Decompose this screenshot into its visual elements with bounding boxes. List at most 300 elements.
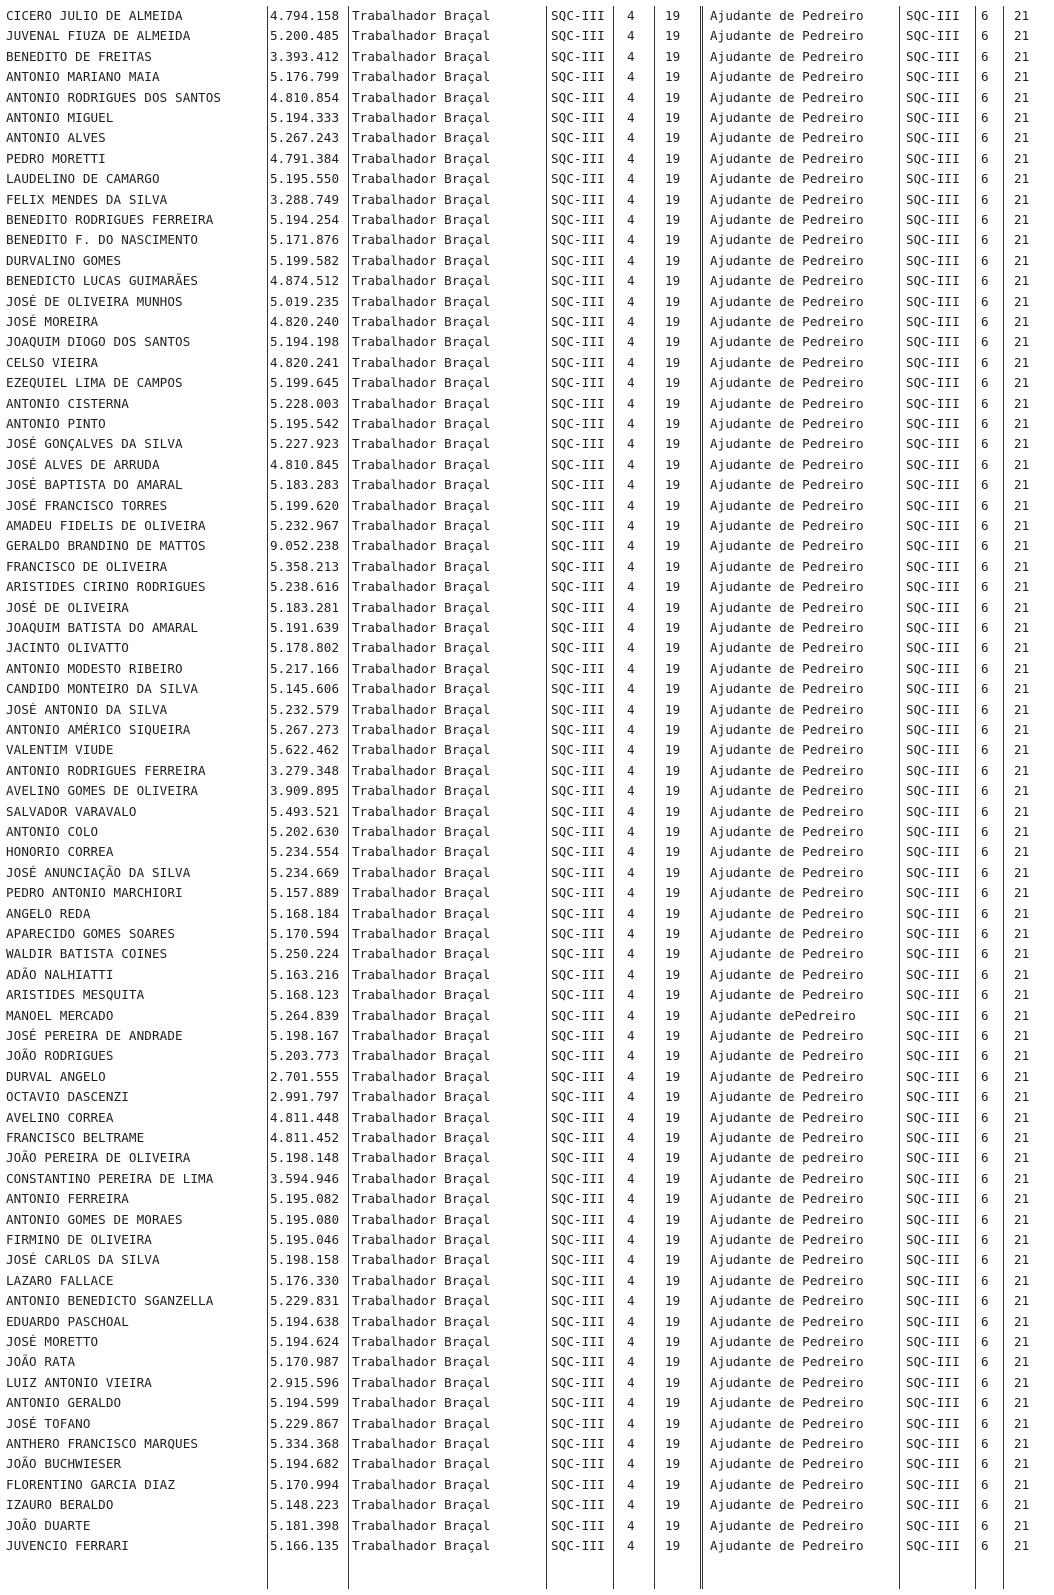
current-grade: 19 xyxy=(665,1048,681,1064)
table-row xyxy=(0,169,1054,189)
current-level: SQC-III xyxy=(551,436,605,452)
employee-name: ANTONIO GERALDO xyxy=(6,1395,122,1411)
new-level: SQC-III xyxy=(906,1130,960,1145)
registration-number: 5.199.645 xyxy=(270,375,340,391)
current-level: SQC-III xyxy=(551,803,605,819)
table-row xyxy=(0,1230,1054,1250)
current-level: SQC-III xyxy=(551,538,605,554)
current-reference: 4 xyxy=(627,742,635,758)
current-reference: 4 xyxy=(627,783,635,799)
new-role: Ajudante de Pedreiro xyxy=(710,1374,864,1390)
current-grade: 19 xyxy=(665,762,681,778)
current-reference: 4 xyxy=(627,1191,635,1207)
table-row xyxy=(0,475,1054,495)
new-grade: 21 xyxy=(1014,722,1030,737)
new-reference: 6 xyxy=(981,1007,989,1023)
new-role: Ajudante de Pedreiro xyxy=(710,1048,864,1064)
table-row xyxy=(0,128,1054,148)
employee-name: BENEDITO RODRIGUES FERREIRA xyxy=(6,212,214,227)
current-level: SQC-III xyxy=(551,477,605,493)
new-grade: 21 xyxy=(1014,1374,1030,1390)
employee-name: LUIZ ANTONIO VIEIRA xyxy=(6,1374,152,1390)
new-role: Ajudante dePedreiro xyxy=(710,1007,856,1023)
new-level: SQC-III xyxy=(906,232,960,248)
current-grade: 19 xyxy=(665,926,681,941)
new-role: Ajudante de Pedreiro xyxy=(710,334,864,350)
new-level: SQC-III xyxy=(906,1313,960,1329)
registration-number: 5.358.213 xyxy=(270,558,340,574)
current-level: SQC-III xyxy=(551,497,605,513)
new-reference: 6 xyxy=(981,1191,989,1207)
new-reference: 6 xyxy=(981,1497,989,1513)
new-level: SQC-III xyxy=(906,1395,960,1411)
current-level: SQC-III xyxy=(551,681,605,697)
current-grade: 19 xyxy=(665,1211,681,1227)
new-level: SQC-III xyxy=(906,762,960,778)
current-role: Trabalhador Braçal xyxy=(352,130,491,146)
new-level: SQC-III xyxy=(906,110,960,125)
new-level: SQC-III xyxy=(906,8,960,23)
new-grade: 21 xyxy=(1014,110,1030,125)
current-level: SQC-III xyxy=(551,89,605,105)
current-role: Trabalhador Braçal xyxy=(352,1130,491,1145)
current-reference: 4 xyxy=(627,905,635,921)
new-reference: 6 xyxy=(981,620,989,635)
current-grade: 19 xyxy=(665,1109,681,1125)
new-role: Ajudante de Pedreiro xyxy=(710,538,864,554)
current-role: Trabalhador Braçal xyxy=(352,1272,491,1288)
current-role: Trabalhador Braçal xyxy=(352,456,491,472)
current-grade: 19 xyxy=(665,1150,681,1166)
registration-number: 5.199.620 xyxy=(270,497,340,513)
table-row xyxy=(0,1454,1054,1474)
new-role: Ajudante de Pedreiro xyxy=(710,558,864,574)
employee-name: MANOEL MERCADO xyxy=(6,1007,114,1023)
new-level: SQC-III xyxy=(906,722,960,737)
new-level: SQC-III xyxy=(906,375,960,391)
new-grade: 21 xyxy=(1014,1538,1030,1553)
new-reference: 6 xyxy=(981,1538,989,1553)
registration-number: 5.194.198 xyxy=(270,334,340,350)
current-level: SQC-III xyxy=(551,314,605,329)
new-grade: 21 xyxy=(1014,212,1030,227)
new-level: SQC-III xyxy=(906,1476,960,1492)
employee-name: ANTHERO FRANCISCO MARQUES xyxy=(6,1436,199,1451)
new-role: Ajudante de Pedreiro xyxy=(710,844,864,860)
current-role: Trabalhador Braçal xyxy=(352,1109,491,1125)
new-reference: 6 xyxy=(981,314,989,329)
new-role: Ajudante de Pedreiro xyxy=(710,1415,864,1431)
current-role: Trabalhador Braçal xyxy=(352,660,491,676)
employee-name: FIRMINO DE OLIVEIRA xyxy=(6,1232,152,1247)
new-reference: 6 xyxy=(981,1150,989,1166)
current-grade: 19 xyxy=(665,783,681,799)
current-role: Trabalhador Braçal xyxy=(352,48,491,64)
current-level: SQC-III xyxy=(551,212,605,227)
current-role: Trabalhador Braçal xyxy=(352,1232,491,1247)
table-row xyxy=(0,1067,1054,1087)
new-role: Ajudante de Pedreiro xyxy=(710,48,864,64)
registration-number: 5.178.802 xyxy=(270,640,340,656)
table-row xyxy=(0,536,1054,556)
registration-number: 5.232.579 xyxy=(270,701,340,717)
registration-number: 2.991.797 xyxy=(270,1089,340,1105)
table-row xyxy=(0,944,1054,964)
current-role: Trabalhador Braçal xyxy=(352,436,491,452)
current-role: Trabalhador Braçal xyxy=(352,783,491,799)
new-level: SQC-III xyxy=(906,844,960,860)
current-reference: 4 xyxy=(627,110,635,125)
current-role: Trabalhador Braçal xyxy=(352,1517,491,1533)
new-role: Ajudante de Pedreiro xyxy=(710,69,864,85)
current-reference: 4 xyxy=(627,844,635,860)
registration-number: 5.170.594 xyxy=(270,926,340,941)
registration-number: 4.791.384 xyxy=(270,150,340,166)
new-grade: 21 xyxy=(1014,660,1030,676)
current-level: SQC-III xyxy=(551,191,605,207)
table-row xyxy=(0,108,1054,128)
new-level: SQC-III xyxy=(906,660,960,676)
current-level: SQC-III xyxy=(551,232,605,248)
employee-name: JOSÉ FRANCISCO TORRES xyxy=(6,497,168,513)
current-role: Trabalhador Braçal xyxy=(352,1456,491,1472)
current-role: Trabalhador Braçal xyxy=(352,864,491,880)
new-level: SQC-III xyxy=(906,946,960,962)
new-reference: 6 xyxy=(981,742,989,758)
new-grade: 21 xyxy=(1014,171,1030,187)
current-grade: 19 xyxy=(665,1170,681,1186)
current-level: SQC-III xyxy=(551,1272,605,1288)
table-row xyxy=(0,557,1054,577)
table-row xyxy=(0,1189,1054,1209)
new-reference: 6 xyxy=(981,477,989,493)
employee-name: ANTONIO MODESTO RIBEIRO xyxy=(6,660,183,676)
new-role: Ajudante de Pedreiro xyxy=(710,1232,864,1247)
registration-number: 3.594.946 xyxy=(270,1170,340,1186)
table-row xyxy=(0,598,1054,618)
current-level: SQC-III xyxy=(551,1293,605,1309)
current-role: Trabalhador Braçal xyxy=(352,518,491,533)
employee-name: JOSÉ ANTONIO DA SILVA xyxy=(6,701,168,717)
new-reference: 6 xyxy=(981,130,989,146)
current-grade: 19 xyxy=(665,1293,681,1309)
new-grade: 21 xyxy=(1014,1089,1030,1105)
new-level: SQC-III xyxy=(906,497,960,513)
new-grade: 21 xyxy=(1014,1293,1030,1309)
current-grade: 19 xyxy=(665,742,681,758)
current-grade: 19 xyxy=(665,905,681,921)
new-grade: 21 xyxy=(1014,477,1030,493)
current-level: SQC-III xyxy=(551,1232,605,1247)
new-grade: 21 xyxy=(1014,436,1030,452)
registration-number: 5.176.330 xyxy=(270,1272,340,1288)
new-grade: 21 xyxy=(1014,966,1030,982)
new-grade: 21 xyxy=(1014,864,1030,880)
new-level: SQC-III xyxy=(906,1374,960,1390)
new-reference: 6 xyxy=(981,660,989,676)
new-reference: 6 xyxy=(981,8,989,23)
registration-number: 5.493.521 xyxy=(270,803,340,819)
registration-number: 5.019.235 xyxy=(270,293,340,309)
table-row xyxy=(0,924,1054,944)
registration-number: 4.874.512 xyxy=(270,273,340,289)
new-reference: 6 xyxy=(981,273,989,289)
table-row xyxy=(0,1352,1054,1372)
new-grade: 21 xyxy=(1014,1517,1030,1533)
current-reference: 4 xyxy=(627,48,635,64)
current-reference: 4 xyxy=(627,477,635,493)
new-grade: 21 xyxy=(1014,783,1030,799)
new-grade: 21 xyxy=(1014,1395,1030,1411)
new-grade: 21 xyxy=(1014,1497,1030,1513)
new-level: SQC-III xyxy=(906,191,960,207)
new-role: Ajudante de Pedreiro xyxy=(710,1028,864,1043)
current-level: SQC-III xyxy=(551,926,605,941)
registration-number: 3.288.749 xyxy=(270,191,340,207)
new-grade: 21 xyxy=(1014,28,1030,44)
new-grade: 21 xyxy=(1014,1252,1030,1268)
new-role: Ajudante de Pedreiro xyxy=(710,1089,864,1105)
new-grade: 21 xyxy=(1014,1415,1030,1431)
new-role: Ajudante de Pedreiro xyxy=(710,640,864,656)
current-role: Trabalhador Braçal xyxy=(352,905,491,921)
current-reference: 4 xyxy=(627,1211,635,1227)
table-row xyxy=(0,1536,1054,1556)
current-grade: 19 xyxy=(665,824,681,839)
employee-name: JOÃO RODRIGUES xyxy=(6,1048,114,1064)
current-grade: 19 xyxy=(665,1028,681,1043)
new-reference: 6 xyxy=(981,232,989,248)
current-level: SQC-III xyxy=(551,110,605,125)
current-grade: 19 xyxy=(665,1456,681,1472)
employee-name: JOSÉ PEREIRA DE ANDRADE xyxy=(6,1028,183,1043)
new-role: Ajudante de Pedreiro xyxy=(710,436,864,452)
current-level: SQC-III xyxy=(551,1415,605,1431)
registration-number: 5.267.273 xyxy=(270,722,340,737)
new-level: SQC-III xyxy=(906,1538,960,1553)
new-level: SQC-III xyxy=(906,1415,960,1431)
registration-number: 5.229.867 xyxy=(270,1415,340,1431)
employee-name: JOSÉ MOREIRA xyxy=(6,314,99,329)
new-level: SQC-III xyxy=(906,1150,960,1166)
current-level: SQC-III xyxy=(551,1517,605,1533)
current-role: Trabalhador Braçal xyxy=(352,1313,491,1329)
current-grade: 19 xyxy=(665,191,681,207)
new-grade: 21 xyxy=(1014,375,1030,391)
table-row xyxy=(0,1312,1054,1332)
current-level: SQC-III xyxy=(551,1456,605,1472)
employee-name: JOSÉ BAPTISTA DO AMARAL xyxy=(6,477,183,493)
new-level: SQC-III xyxy=(906,395,960,411)
table-row xyxy=(0,1434,1054,1454)
current-reference: 4 xyxy=(627,1150,635,1166)
table-row xyxy=(0,271,1054,291)
new-grade: 21 xyxy=(1014,252,1030,268)
current-reference: 4 xyxy=(627,314,635,329)
current-role: Trabalhador Braçal xyxy=(352,1538,491,1553)
current-level: SQC-III xyxy=(551,1007,605,1023)
new-role: Ajudante de Pedreiro xyxy=(710,314,864,329)
current-role: Trabalhador Braçal xyxy=(352,701,491,717)
new-grade: 21 xyxy=(1014,69,1030,85)
current-reference: 4 xyxy=(627,987,635,1003)
current-level: SQC-III xyxy=(551,558,605,574)
registration-number: 5.183.281 xyxy=(270,599,340,615)
current-role: Trabalhador Braçal xyxy=(352,334,491,350)
registration-number: 5.227.923 xyxy=(270,436,340,452)
new-reference: 6 xyxy=(981,1272,989,1288)
current-level: SQC-III xyxy=(551,620,605,635)
current-level: SQC-III xyxy=(551,1211,605,1227)
new-reference: 6 xyxy=(981,1089,989,1105)
registration-number: 5.194.624 xyxy=(270,1334,340,1349)
new-level: SQC-III xyxy=(906,48,960,64)
registration-number: 9.052.238 xyxy=(270,538,340,554)
current-level: SQC-III xyxy=(551,518,605,533)
current-level: SQC-III xyxy=(551,28,605,44)
registration-number: 5.334.368 xyxy=(270,1436,340,1451)
new-role: Ajudante de Pedreiro xyxy=(710,150,864,166)
table-row xyxy=(0,1128,1054,1148)
employee-name: WALDIR BATISTA COINES xyxy=(6,946,168,962)
table-row xyxy=(0,720,1054,740)
new-grade: 21 xyxy=(1014,640,1030,656)
new-role: Ajudante de Pedreiro xyxy=(710,252,864,268)
employee-name: PEDRO MORETTI xyxy=(6,150,106,166)
current-grade: 19 xyxy=(665,1538,681,1553)
new-grade: 21 xyxy=(1014,1109,1030,1125)
new-role: Ajudante de Pedreiro xyxy=(710,273,864,289)
current-grade: 19 xyxy=(665,477,681,493)
new-grade: 21 xyxy=(1014,273,1030,289)
table-row xyxy=(0,332,1054,352)
new-role: Ajudante de Pedreiro xyxy=(710,1497,864,1513)
current-reference: 4 xyxy=(627,273,635,289)
current-grade: 19 xyxy=(665,8,681,23)
new-grade: 21 xyxy=(1014,620,1030,635)
registration-number: 5.267.243 xyxy=(270,130,340,146)
new-role: Ajudante de Pedreiro xyxy=(710,1191,864,1207)
employee-name: DURVAL ANGELO xyxy=(6,1068,106,1084)
new-role: Ajudante de Pedreiro xyxy=(710,1130,864,1145)
new-role: Ajudante de Pedreiro xyxy=(710,824,864,839)
current-level: SQC-III xyxy=(551,1497,605,1513)
new-reference: 6 xyxy=(981,354,989,370)
new-reference: 6 xyxy=(981,966,989,982)
new-grade: 21 xyxy=(1014,824,1030,839)
current-reference: 4 xyxy=(627,395,635,411)
current-reference: 4 xyxy=(627,354,635,370)
employee-name: JUVENCIO FERRARI xyxy=(6,1538,129,1553)
current-level: SQC-III xyxy=(551,722,605,737)
current-level: SQC-III xyxy=(551,273,605,289)
current-reference: 4 xyxy=(627,660,635,676)
new-level: SQC-III xyxy=(906,824,960,839)
new-role: Ajudante de Pedreiro xyxy=(710,477,864,493)
employee-name: JOSÉ DE OLIVEIRA MUNHOS xyxy=(6,293,183,309)
current-level: SQC-III xyxy=(551,48,605,64)
employee-name: ANTONIO MIGUEL xyxy=(6,110,114,125)
registration-number: 5.250.224 xyxy=(270,946,340,962)
current-role: Trabalhador Braçal xyxy=(352,1150,491,1166)
current-role: Trabalhador Braçal xyxy=(352,1334,491,1349)
registration-number: 2.915.596 xyxy=(270,1374,340,1390)
employee-name: FRANCISCO BELTRAME xyxy=(6,1130,145,1145)
registration-number: 5.194.333 xyxy=(270,110,340,125)
registration-number: 5.157.889 xyxy=(270,885,340,901)
new-grade: 21 xyxy=(1014,497,1030,513)
current-role: Trabalhador Braçal xyxy=(352,1211,491,1227)
current-reference: 4 xyxy=(627,232,635,248)
current-grade: 19 xyxy=(665,885,681,901)
registration-number: 5.163.216 xyxy=(270,966,340,982)
employee-name: BENEDITO F. DO NASCIMENTO xyxy=(6,232,199,248)
registration-number: 5.198.158 xyxy=(270,1252,340,1268)
table-row xyxy=(0,1006,1054,1026)
new-level: SQC-III xyxy=(906,1109,960,1125)
new-level: SQC-III xyxy=(906,334,960,350)
new-role: Ajudante de Pedreiro xyxy=(710,742,864,758)
table-row xyxy=(0,455,1054,475)
current-level: SQC-III xyxy=(551,987,605,1003)
current-reference: 4 xyxy=(627,620,635,635)
new-level: SQC-III xyxy=(906,1089,960,1105)
table-row xyxy=(0,496,1054,516)
new-role: Ajudante de Pedreiro xyxy=(710,354,864,370)
table-row xyxy=(0,1414,1054,1434)
employee-name: SALVADOR VARAVALO xyxy=(6,803,137,819)
table-row xyxy=(0,67,1054,87)
employee-name: ANTONIO CISTERNA xyxy=(6,395,129,411)
registration-number: 5.198.148 xyxy=(270,1150,340,1166)
current-reference: 4 xyxy=(627,456,635,472)
new-reference: 6 xyxy=(981,722,989,737)
current-reference: 4 xyxy=(627,8,635,23)
new-level: SQC-III xyxy=(906,130,960,146)
current-grade: 19 xyxy=(665,660,681,676)
employee-name: ANTONIO RODRIGUES DOS SANTOS xyxy=(6,89,222,105)
current-level: SQC-III xyxy=(551,1191,605,1207)
new-level: SQC-III xyxy=(906,966,960,982)
table-row xyxy=(0,6,1054,26)
employee-name: VALENTIM VIUDE xyxy=(6,742,114,758)
current-grade: 19 xyxy=(665,232,681,248)
new-grade: 21 xyxy=(1014,762,1030,778)
current-reference: 4 xyxy=(627,191,635,207)
registration-number: 4.811.452 xyxy=(270,1130,340,1145)
registration-number: 5.228.003 xyxy=(270,395,340,411)
new-reference: 6 xyxy=(981,905,989,921)
employee-name: ARISTIDES MESQUITA xyxy=(6,987,145,1003)
current-role: Trabalhador Braçal xyxy=(352,620,491,635)
table-row xyxy=(0,638,1054,658)
current-role: Trabalhador Braçal xyxy=(352,722,491,737)
current-level: SQC-III xyxy=(551,130,605,146)
current-role: Trabalhador Braçal xyxy=(352,987,491,1003)
new-reference: 6 xyxy=(981,803,989,819)
new-grade: 21 xyxy=(1014,314,1030,329)
table-row xyxy=(0,516,1054,536)
registration-number: 5.181.398 xyxy=(270,1517,340,1533)
employee-name: ANTONIO BENEDICTO SGANZELLA xyxy=(6,1293,214,1309)
new-reference: 6 xyxy=(981,844,989,860)
new-reference: 6 xyxy=(981,1354,989,1370)
current-grade: 19 xyxy=(665,1252,681,1268)
registration-number: 5.195.082 xyxy=(270,1191,340,1207)
new-grade: 21 xyxy=(1014,579,1030,595)
employee-name: JOSÉ MORETTO xyxy=(6,1334,99,1349)
current-role: Trabalhador Braçal xyxy=(352,1354,491,1370)
